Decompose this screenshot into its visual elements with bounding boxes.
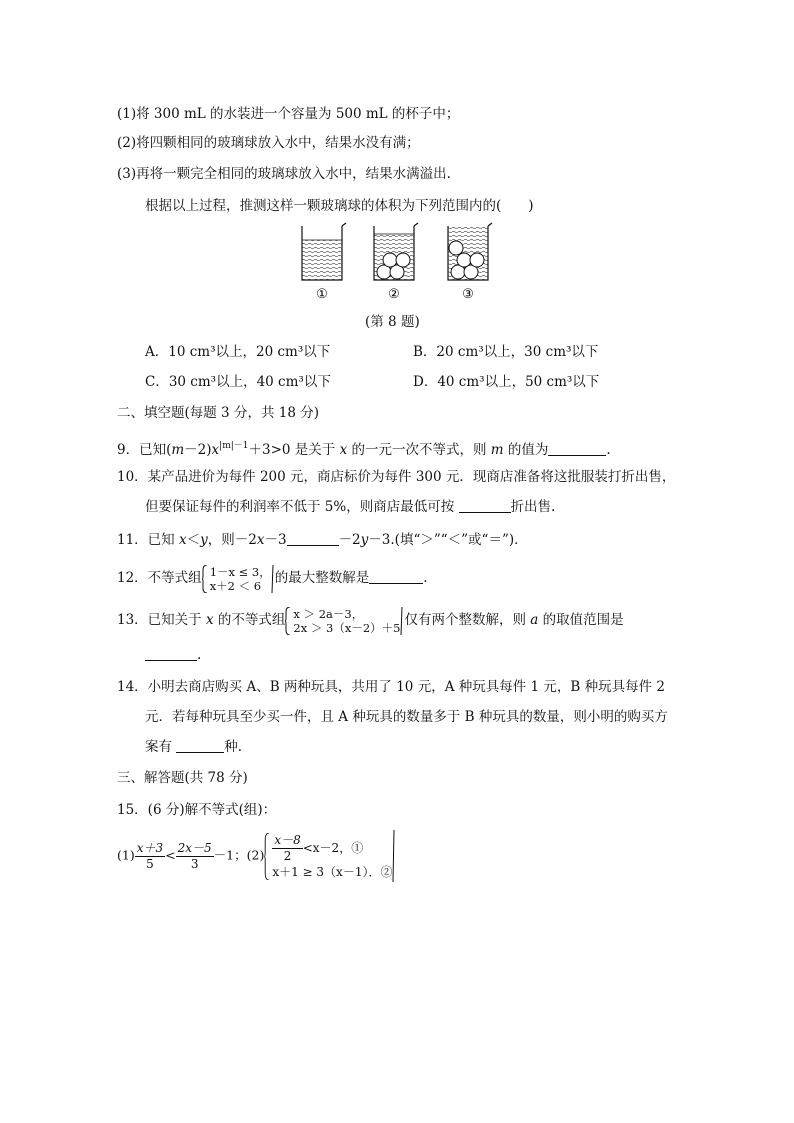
beaker-1 (302, 223, 346, 280)
answer-blank-12[interactable] (369, 569, 423, 584)
option-d: D．40 cm³以上，50 cm³以下 (413, 374, 600, 390)
question-15-title: 15．(6 分)解不等式(组)： (117, 802, 277, 818)
question-14-line-3: 案有 种. (145, 739, 243, 755)
answer-blank-10[interactable] (459, 498, 511, 513)
answer-blank-14[interactable] (176, 738, 224, 753)
answer-blank-13[interactable] (145, 646, 197, 661)
question-11: 11．已知 x＜y，则－2x－3 －2y－3.(填“＞”“＜”或“＝”)． (117, 532, 528, 548)
inequality-system-13: x ＞ 2a－3， 2x ＞ 3（x－2）＋5 (285, 607, 400, 635)
option-a: A．10 cm³以上，20 cm³以下 (145, 344, 331, 360)
beaker-3 (448, 223, 492, 280)
fraction-1: $\frac{x+3}{5}$ (136, 840, 164, 871)
section-2-heading: 二、填空题(每题 3 分，共 18 分) (117, 405, 319, 421)
option-c: C．30 cm³以上，40 cm³以下 (145, 374, 331, 390)
q8-stem: 根据以上过程，推测这样一颗玻璃球的体积为下列范围内的( ) (145, 198, 534, 214)
inequality-system-12: 1－x ≤ 3， x＋2 ＜ 6 (202, 565, 271, 593)
answer-blank-11[interactable] (287, 531, 339, 546)
question-9: 9．已知$(m-2)x^{|m|-1}+3>0$ 是关于 x 的一元一次不等式，则 m 的值为 . (117, 441, 611, 458)
question-10-line-2: 但要保证每件的利润率不低于 5%，则商店最低可按 折出售. (145, 499, 556, 515)
question-15-parts: (1) $\frac{x+3}{5}$ < $\frac{2x-5}{3}$ －1；(2) $\frac{x-8}{2}$ <x－2，① x＋1 ≥ 3（x－1）．② (117, 830, 396, 882)
option-b: B．20 cm³以上，30 cm³以下 (413, 344, 599, 360)
section-3-heading: 三、解答题(共 78 分) (117, 770, 248, 786)
figure-caption: (第 8 题) (365, 314, 420, 330)
question-14-line-2: 元．若每种玩具至少买一件，且 A 种玩具的数量多于 B 种玩具的数量，则小明的购买方 (145, 709, 668, 725)
intro-step-2: (2)将四颗相同的玻璃球放入水中，结果水没有满； (117, 135, 420, 151)
question-14-line-1: 14．小明去商店购买 A、B 两种玩具，共用了 10 元，A 种玩具每件 1 元，B 种玩具每件 2 (117, 679, 665, 695)
question-13-line-2: . (145, 645, 201, 665)
figure-label-3: ③ (462, 287, 474, 302)
figure-label-1: ① (316, 287, 328, 302)
answer-blank-9[interactable] (548, 441, 606, 456)
question-13: 13．已知关于 x 的不等式组 x ＞ 2a－3， 2x ＞ 3（x－2）＋5 仅有两个整数解，则 a 的取值范围是 (117, 606, 624, 635)
question-12: 12．不等式组 1－x ≤ 3， x＋2 ＜ 6 的最大整数解是 . (117, 564, 428, 593)
beaker-figure (290, 218, 510, 304)
question-10-line-1: 10．某产品进价为每件 200 元，商店标价为每件 300 元．现商店准备将这批服装打折出售， (117, 469, 676, 485)
beaker-2 (374, 223, 418, 280)
fraction-2: $\frac{2x-5}{3}$ (177, 840, 212, 871)
intro-step-1: (1)将 300 mL 的水装进一个容量为 500 mL 的杯子中； (117, 106, 460, 122)
figure-label-2: ② (388, 287, 400, 302)
intro-step-3: (3)再将一颗完全相同的玻璃球放入水中，结果水满溢出. (117, 166, 451, 182)
inequality-system-15: $\frac{x-8}{2}$ <x－2，① x＋1 ≥ 3（x－1）．② (264, 833, 392, 880)
